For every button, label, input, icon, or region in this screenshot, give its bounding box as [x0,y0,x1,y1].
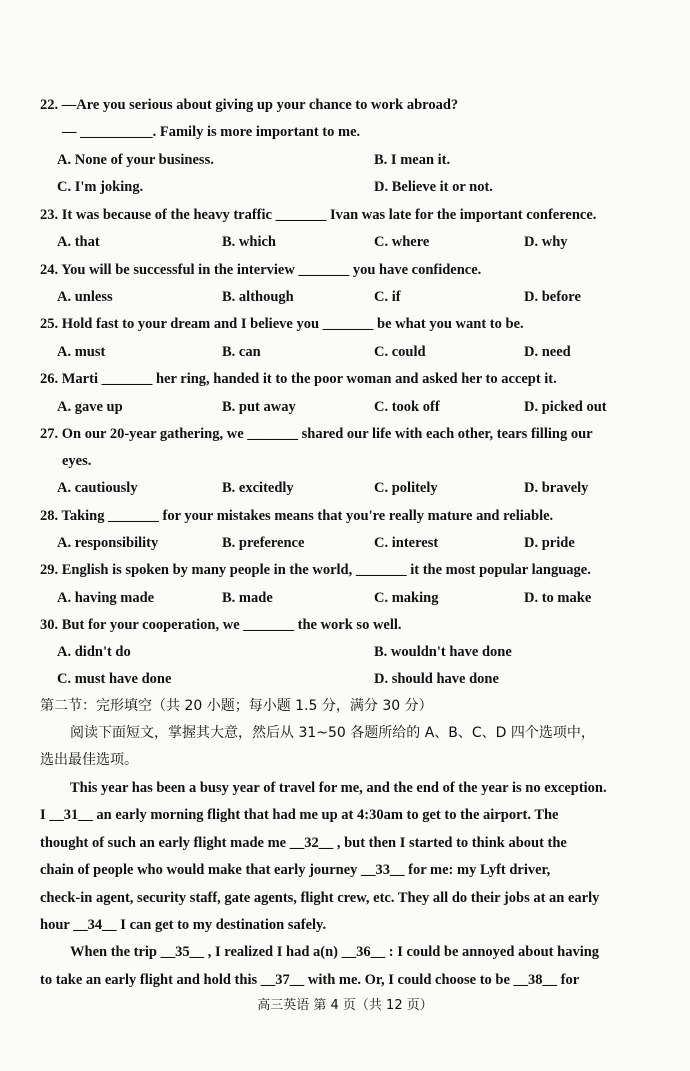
q30-option-a: A. didn't do [57,644,131,660]
q24-option-d: D. before [524,289,581,305]
passage-line: hour __34__ I can get to my destination safely. [40,917,327,933]
q22-option-d: D. Believe it or not. [374,179,493,195]
q29-option-b: B. made [222,590,273,606]
q27-option-b: B. excitedly [222,480,294,496]
q22-option-c: C. I'm joking. [57,179,144,195]
question-25-stem: 25. Hold fast to your dream and I believe you _______ be what you want to be. [40,316,524,332]
q23-option-d: D. why [524,234,568,250]
q29-option-d: D. to make [524,590,592,606]
question-29-stem: 29. English is spoken by many people in the world, _______ it the most popular language. [40,562,591,578]
q28-option-c: C. interest [374,535,439,551]
q24-option-c: C. if [374,289,401,305]
page-footer: 高三英语 第 4 页（共 12 页） [257,998,433,1013]
q24-option-a: A. unless [57,289,113,305]
question-26-stem: 26. Marti _______ her ring, handed it to the poor woman and asked her to accept it. [40,371,557,387]
section-2-instruction-cont: 选出最佳选项。 [40,752,138,768]
q25-option-c: C. could [374,344,426,360]
passage-line: thought of such an early flight made me __32__ , but then I started to think about the [40,835,567,851]
question-24-stem: 24. You will be successful in the interview _______ you have confidence. [40,262,482,278]
q25-option-b: B. can [222,344,261,360]
q28-option-b: B. preference [222,535,305,551]
question-23-stem: 23. It was because of the heavy traffic _______ Ivan was late for the important conference. [40,207,597,223]
q30-option-c: C. must have done [57,671,172,687]
q25-option-a: A. must [57,344,106,360]
q22-option-a: A. None of your business. [57,152,214,168]
question-27-stem-cont: eyes. [62,453,92,469]
question-22-reply: — __________. Family is more important to me. [62,124,361,140]
q26-option-a: A. gave up [57,399,123,415]
question-30-stem: 30. But for your cooperation, we _______ the work so well. [40,617,402,633]
q24-option-b: B. although [222,289,294,305]
section-2-instruction: 阅读下面短文，掌握其大意，然后从 31~50 各题所给的 A、B、C、D 四个选项中， [70,725,595,741]
q27-option-c: C. politely [374,480,438,496]
q27-option-a: A. cautiously [57,480,138,496]
q27-option-d: D. bravely [524,480,589,496]
q26-option-d: D. picked out [524,399,607,415]
question-27-stem: 27. On our 20-year gathering, we _______ shared our life with each other, tears filling our [40,426,593,442]
q23-option-c: C. where [374,234,430,250]
q29-option-a: A. having made [57,590,155,606]
passage-line: When the trip __35__ , I realized I had a(n) __36__ : I could be annoyed about having [70,944,600,960]
q23-option-a: A. that [57,234,100,250]
q30-option-b: B. wouldn't have done [374,644,512,660]
q28-option-d: D. pride [524,535,575,551]
section-2-heading: 第二节：完形填空（共 20 小题；每小题 1.5 分，满分 30 分） [40,698,433,714]
q23-option-b: B. which [222,234,276,250]
passage-line: check-in agent, security staff, gate agents, flight crew, etc. They all do their jobs at an early [40,890,600,906]
q26-option-b: B. put away [222,399,296,415]
passage-line: This year has been a busy year of travel for me, and the end of the year is no exception. [70,780,607,796]
passage-line: to take an early flight and hold this __37__ with me. Or, I could choose to be __38__ for [40,972,580,988]
passage-line: I __31__ an early morning flight that had me up at 4:30am to get to the airport. The [40,807,559,823]
q22-option-b: B. I mean it. [374,152,451,168]
question-28-stem: 28. Taking _______ for your mistakes means that you're really mature and reliable. [40,508,554,524]
passage-line: chain of people who would make that early journey __33__ for me: my Lyft driver, [40,862,551,878]
q29-option-c: C. making [374,590,439,606]
q25-option-d: D. need [524,344,571,360]
q26-option-c: C. took off [374,399,440,415]
q28-option-a: A. responsibility [57,535,159,551]
q30-option-d: D. should have done [374,671,499,687]
question-22-stem: 22. —Are you serious about giving up your chance to work abroad? [40,97,459,113]
